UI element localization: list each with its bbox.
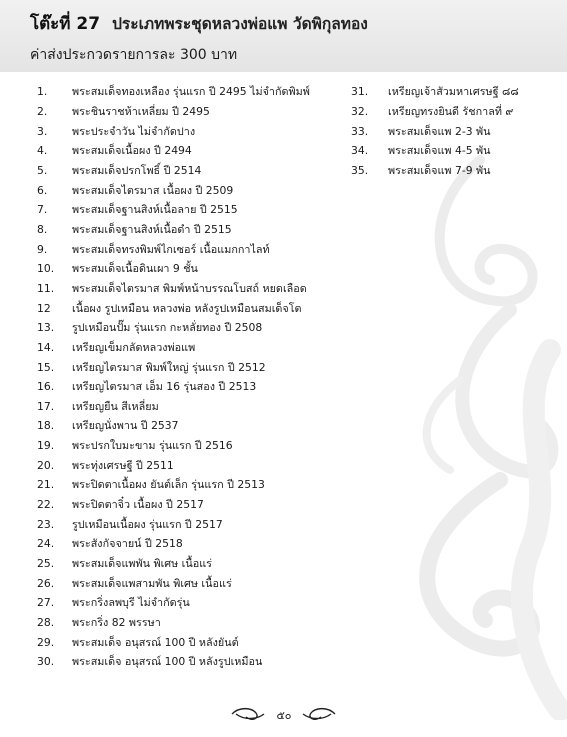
list-item <box>351 141 519 161</box>
list-item <box>37 554 310 574</box>
item-number: 7. <box>37 203 48 217</box>
item-number: 19. <box>37 439 55 453</box>
list-item <box>37 161 310 181</box>
item-text: เหรียญไตรมาส พิมพ์ใหญ่ รุ่นแรก ปี 2512 <box>72 360 266 374</box>
item-text: พระสมเด็จเนื้อดินเผา 9 ชั้น <box>72 262 198 276</box>
item-number: 3. <box>37 124 48 138</box>
list-item <box>351 102 519 122</box>
entry-list-left <box>37 82 310 672</box>
item-number: 35. <box>351 163 369 177</box>
item-text: เหรียญยืน สีเหลี่ยม <box>72 399 159 413</box>
list-item <box>37 593 310 613</box>
item-number: 18. <box>37 419 55 433</box>
list-item <box>351 161 519 181</box>
item-number: 4. <box>37 144 48 158</box>
list-item <box>37 121 310 141</box>
list-item <box>37 573 310 593</box>
item-text: พระสมเด็จแพพัน พิเศษ เนื้อแร่ <box>72 557 212 571</box>
item-text: พระสมเด็จทองเหลือง รุ่นแรก ปี 2495 ไม่จำกัดพิมพ์ <box>72 85 310 99</box>
page-number: ๕๐ <box>276 709 292 722</box>
item-text: เนื้อผง รูปเหมือน หลวงพ่อ หลังรูปเหมือนสมเด็จโต <box>72 301 302 315</box>
entry-list-right <box>351 82 519 180</box>
item-text: พระทุ่งเศรษฐี ปี 2511 <box>72 458 174 472</box>
page-footer <box>0 702 567 726</box>
list-item <box>37 279 310 299</box>
list-item <box>37 259 310 279</box>
item-text: เหรียญทรงยินดี รัชกาลที่ ๙ <box>388 104 514 118</box>
item-number: 8. <box>37 222 48 236</box>
item-number: 11. <box>37 281 55 295</box>
item-number: 12 <box>37 301 51 315</box>
list-item <box>37 318 310 338</box>
list-item <box>37 239 310 259</box>
item-number: 5. <box>37 163 48 177</box>
item-text: เหรียญนั่งพาน ปี 2537 <box>72 419 179 433</box>
item-text: พระสมเด็จแพ 4-5 พัน <box>388 144 491 158</box>
item-number: 28. <box>37 616 55 630</box>
list-item <box>37 397 310 417</box>
item-text: พระปิดตาเนื้อผง ยันต์เล็ก รุ่นแรก ปี 2513 <box>72 478 265 492</box>
list-item <box>37 475 310 495</box>
list-item <box>37 180 310 200</box>
list-item <box>37 338 310 358</box>
item-number: 32. <box>351 104 369 118</box>
item-number: 24. <box>37 537 55 551</box>
title-row <box>30 10 368 40</box>
list-item <box>37 200 310 220</box>
item-number: 30. <box>37 655 55 669</box>
item-number: 16. <box>37 380 55 394</box>
list-item <box>351 121 519 141</box>
list-item <box>37 632 310 652</box>
item-number: 2. <box>37 104 48 118</box>
item-number: 20. <box>37 458 55 472</box>
item-number: 21. <box>37 478 55 492</box>
item-number: 14. <box>37 340 55 354</box>
item-text: พระสมเด็จแพ 2-3 พัน <box>388 124 491 138</box>
list-item <box>37 495 310 515</box>
list-item <box>37 82 310 102</box>
item-text: พระปิดตาจิ๋ว เนื้อผง ปี 2517 <box>72 498 204 512</box>
item-text: พระกริ่ง 82 พรรษา <box>72 616 161 630</box>
list-item <box>37 613 310 633</box>
item-text: พระสมเด็จฐานสิงห์เนื้อลาย ปี 2515 <box>72 203 238 217</box>
item-number: 27. <box>37 596 55 610</box>
item-text: เหรียญเจ้าสัวมหาเศรษฐี ๘๘ <box>388 85 519 99</box>
list-item <box>37 220 310 240</box>
item-number: 15. <box>37 360 55 374</box>
item-text: พระสมเด็จฐานสิงห์เนื้อดำ ปี 2515 <box>72 222 232 236</box>
list-item <box>37 416 310 436</box>
item-text: พระชินราชห้าเหลี่ยม ปี 2495 <box>72 104 210 118</box>
item-text: พระสมเด็จไตรมาส พิมพ์หน้าบรรณโบสถ์ หยดเลือด <box>72 281 307 295</box>
item-number: 26. <box>37 576 55 590</box>
list-item <box>37 357 310 377</box>
item-number: 22. <box>37 498 55 512</box>
decorative-flourish-watermark <box>360 150 567 720</box>
list-item <box>37 436 310 456</box>
table-title-label: โต๊ะที่ 27 <box>30 14 101 34</box>
table-title: ประเภทพระชุดหลวงพ่อแพ วัดพิกุลทอง <box>112 15 368 33</box>
entry-fee-subtitle: ค่าส่งประกวดรายการละ 300 บาท <box>30 47 238 63</box>
item-number: 9. <box>37 242 48 256</box>
item-text: พระสมเด็จแพ 7-9 พัน <box>388 163 491 177</box>
list-item <box>351 82 519 102</box>
item-number: 33. <box>351 124 369 138</box>
header-band <box>0 0 567 72</box>
item-text: พระปรกใบมะขาม รุ่นแรก ปี 2516 <box>72 439 233 453</box>
item-text: พระประจำวัน ไม่จำกัดปาง <box>72 124 196 138</box>
item-number: 31. <box>351 85 369 99</box>
item-number: 10. <box>37 262 55 276</box>
list-item <box>37 455 310 475</box>
list-item <box>37 514 310 534</box>
item-number: 17. <box>37 399 55 413</box>
item-number: 25. <box>37 557 55 571</box>
item-text: รูปเหมือนเนื้อผง รุ่นแรก ปี 2517 <box>72 517 223 531</box>
item-number: 1. <box>37 85 48 99</box>
item-text: พระสมเด็จไตรมาส เนื้อผง ปี 2509 <box>72 183 234 197</box>
list-item <box>37 534 310 554</box>
item-text: พระสมเด็จ อนุสรณ์ 100 ปี หลังยันต์ <box>72 635 239 649</box>
item-number: 23. <box>37 517 55 531</box>
item-text: พระกริ่งลพบุรี ไม่จำกัดรุ่น <box>72 596 190 610</box>
item-text: พระสมเด็จ อนุสรณ์ 100 ปี หลังรูปเหมือน <box>72 655 263 669</box>
list-item <box>37 298 310 318</box>
item-text: รูปเหมือนปั๊ม รุ่นแรก กะหลั่ยทอง ปี 2508 <box>72 321 263 335</box>
item-text: พระสังกัจจายน์ ปี 2518 <box>72 537 183 551</box>
item-text: พระสมเด็จปรกโพธิ์ ปี 2514 <box>72 163 202 177</box>
item-number: 29. <box>37 635 55 649</box>
list-item <box>37 652 310 672</box>
item-text: พระสมเด็จทรงพิมพ์ไกเซอร์ เนื้อแมกกาไลท์ <box>72 242 270 256</box>
list-item <box>37 141 310 161</box>
list-item <box>37 102 310 122</box>
item-number: 34. <box>351 144 369 158</box>
item-text: เหรียญเข็มกลัดหลวงพ่อแพ <box>72 340 196 354</box>
item-text: พระสมเด็จเนื้อผง ปี 2494 <box>72 144 192 158</box>
item-number: 6. <box>37 183 48 197</box>
item-number: 13. <box>37 321 55 335</box>
item-text: พระสมเด็จแพสามพัน พิเศษ เนื้อแร่ <box>72 576 232 590</box>
item-text: เหรียญไตรมาส เอ็ม 16 รุ่นสอง ปี 2513 <box>72 380 257 394</box>
list-item <box>37 377 310 397</box>
